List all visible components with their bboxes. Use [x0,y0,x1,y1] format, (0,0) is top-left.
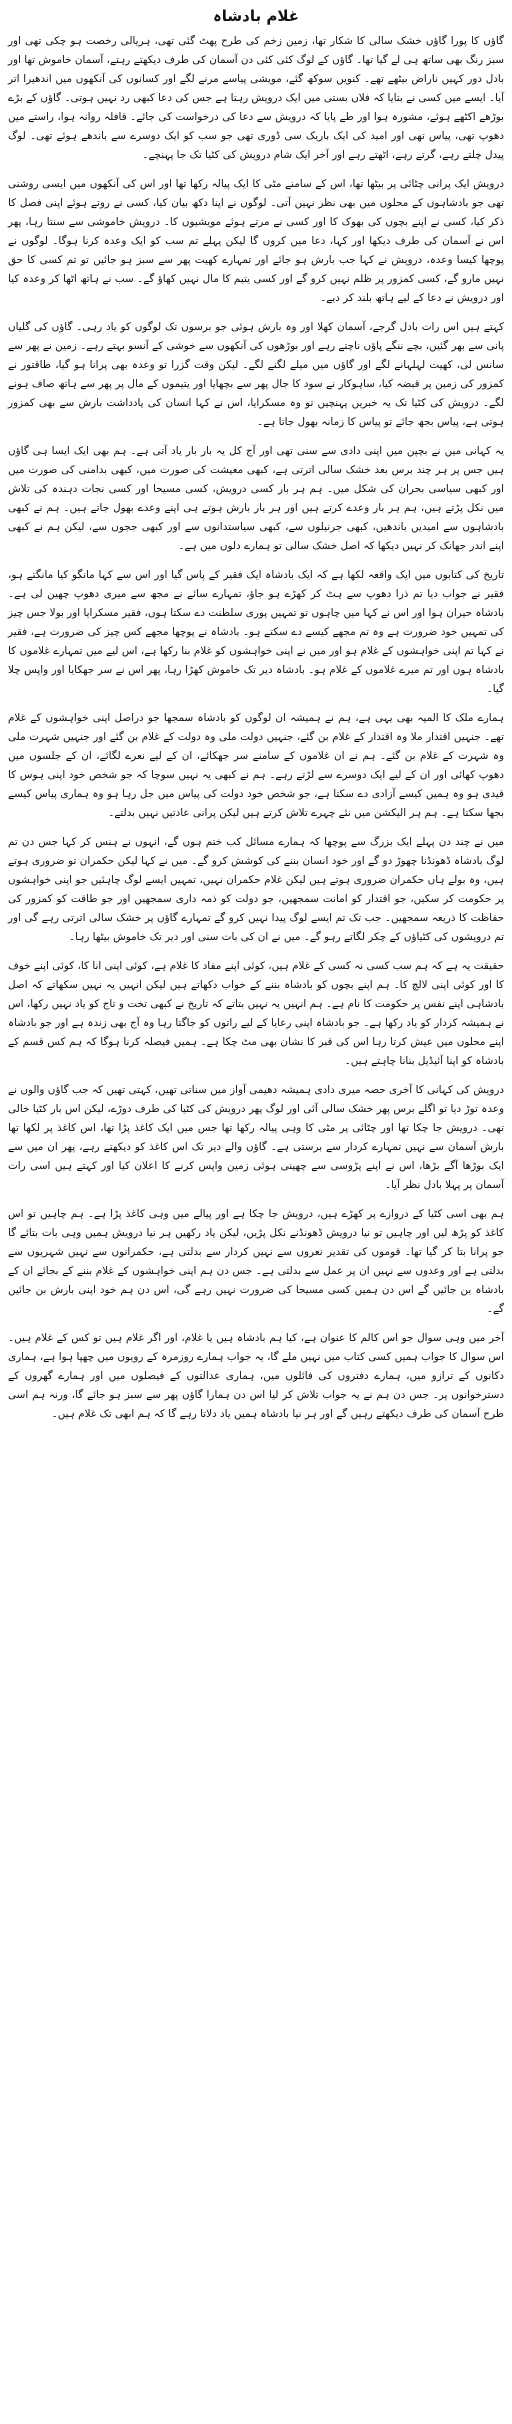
paragraph-8: حقیقت یہ ہے کہ ہم سب کسی نہ کسی کے غلام ہیں، کوئی اپنے مفاد کا غلام ہے، کوئی اپنی انا کا، کوئی اپنے خوف کا اور کوئی اپنی لالچ کا۔ ہم اپنے بچوں کو بادشاہ بننے کے خواب دکھاتے ہیں لیکن انہیں یہ نہیں سکھاتے کہ اصل بادشاہی اپنے نفس پر حکومت کا نام ہے۔ ہم انہیں یہ نہیں بتاتے کہ تاریخ نے کبھی تخت و تاج کو یاد نہیں رکھا، اس نے ہمیشہ کردار کو یاد رکھا ہے۔ جو بادشاہ اپنی رعایا کے لیے راتوں کو جاگتا رہا وہ آج بھی زندہ ہے اور جو بادشاہ اپنے محلوں میں عیش کرتا رہا اس کی قبر کا نشان بھی مٹ چکا ہے۔ ہمیں فیصلہ کرنا ہوگا کہ ہم کس قسم کے بادشاہ کو اپنا آئیڈیل بنانا چاہتے ہیں۔ [8,960,504,1067]
paragraph-4: یہ کہانی میں نے بچپن میں اپنی دادی سے سنی تھی اور آج کل یہ بار بار یاد آتی ہے۔ ہم بھی ایک ایسا ہی گاؤں ہیں جس پر ہر چند برس بعد خشک سالی اترتی ہے، کبھی معیشت کی صورت میں، کبھی بدامنی کی صورت میں اور کبھی سیاسی بحران کی شکل میں۔ ہم ہر بار کسی درویش، کسی مسیحا اور کسی نجات دہندہ کی تلاش میں نکل پڑتے ہیں، ہم ہر بار وعدے کرتے ہیں اور ہر بار بارش ہوتے ہی اپنے وعدے بھول جاتے ہیں۔ ہم نے کبھی بادشاہوں سے امیدیں باندھیں، کبھی جرنیلوں سے، کبھی سیاستدانوں سے اور کبھی ججوں سے، لیکن ہم نے کبھی اپنے اندر جھانک کر نہیں دیکھا کہ اصل خشک سالی تو ہمارے دلوں میں ہے۔ [8,445,504,552]
paragraph-5: تاریخ کی کتابوں میں ایک واقعہ لکھا ہے کہ ایک بادشاہ ایک فقیر کے پاس گیا اور اس سے کہا مانگو کیا مانگتے ہو، فقیر نے جواب دیا تم ذرا دھوپ سے ہٹ کر کھڑے ہو جاؤ، تمہارے سائے نے مجھ سے میری دھوپ چھین لی ہے۔ بادشاہ حیران ہوا اور اس نے کہا میں چاہوں تو تمہیں پوری سلطنت دے سکتا ہوں، فقیر مسکرایا اور بولا جس چیز کی تمہیں خود ضرورت ہے وہ تم مجھے کیسے دے سکتے ہو۔ بادشاہ نے پوچھا مجھے کس چیز کی ضرورت ہے، فقیر نے کہا تم اپنی خواہشوں کے غلام ہو اور میں نے اپنی خواہشوں کو غلام بنا رکھا ہے، اس لیے میں تمہارے غلاموں کا بادشاہ ہوں اور تم میرے غلاموں کے غلام ہو۔ بادشاہ دیر تک خاموش کھڑا رہا، پھر اس نے سر جھکایا اور واپس چلا گیا۔ [8,569,504,695]
paragraph-7: میں نے چند دن پہلے ایک بزرگ سے پوچھا کہ ہمارے مسائل کب ختم ہوں گے، انہوں نے ہنس کر کہا جس دن تم لوگ بادشاہ ڈھونڈنا چھوڑ دو گے اور خود انسان بننے کی کوشش کرو گے۔ میں نے کہا لیکن حکمران تو ضروری ہوتے ہیں، وہ بولے ہاں حکمران ضروری ہوتے ہیں لیکن غلام حکمران نہیں، تمہیں ایسے لوگ چاہئیں جو اپنی خواہشوں پر حکومت کر سکیں، جو اقتدار کو امانت سمجھیں، جو دولت کو ذمہ داری سمجھیں اور جو طاقت کو کمزور کی حفاظت کا ذریعہ سمجھیں۔ جب تک تم ایسے لوگ پیدا نہیں کرو گے تمہارے گاؤں پر خشک سالی اترتی رہے گی اور تم درویشوں کی کٹیاؤں کے چکر لگاتے رہو گے۔ میں نے ان کی بات سنی اور دیر تک خاموش بیٹھا رہا۔ [8,836,504,943]
paragraph-6: ہمارے ملک کا المیہ بھی یہی ہے، ہم نے ہمیشہ ان لوگوں کو بادشاہ سمجھا جو دراصل اپنی خواہشوں کے غلام تھے۔ جنہیں اقتدار ملا وہ اقتدار کے غلام بن گئے، جنہیں دولت ملی وہ دولت کے غلام بن گئے اور جنہیں شہرت ملی وہ شہرت کے غلام بن گئے۔ ہم نے ان غلاموں کے سامنے سر جھکائے، ان کے لیے نعرے لگائے، ان کے جلسوں میں دھوپ کھائی اور ان کے لیے ایک دوسرے سے لڑتے رہے۔ ہم نے کبھی یہ نہیں سوچا کہ جو شخص خود اپنی ہوس کا قیدی ہو وہ ہمیں کیسے آزادی دے سکتا ہے، جو شخص خود دولت کی پیاس میں جل رہا ہو وہ ہماری پیاس کیسے بجھا سکتا ہے۔ ہم ہر الیکشن میں نئے چہرے تلاش کرتے ہیں لیکن پرانی عادتیں نہیں بدلتے۔ [8,712,504,819]
paragraph-3: کہتے ہیں اس رات بادل گرجے، آسمان کھلا اور وہ بارش ہوئی جو برسوں تک لوگوں کو یاد رہی۔ گاؤں کی گلیاں پانی سے بھر گئیں، بچے ننگے پاؤں ناچتے رہے اور بوڑھوں کی آنکھوں سے خوشی کے آنسو بہتے رہے۔ زمین نے پھر سے سانس لی، کھیت لہلہانے لگے اور گاؤں میں میلے لگنے لگے۔ لیکن وقت گزرا تو وعدہ بھی پرانا ہو گیا، طاقتور نے کمزور کی زمین پر قبضہ کیا، ساہوکار نے سود کا جال پھر سے بچھایا اور یتیموں کے مال پر پھر سے ہاتھ صاف ہونے لگے۔ درویش کی کٹیا تک یہ خبریں پہنچیں تو وہ مسکرایا، اس نے کہا انسان کی یادداشت بارش سے بھی کمزور ہوتی ہے، پیاس بجھ جائے تو پیاس کا زمانہ بھول جاتا ہے۔ [8,321,504,428]
paragraph-9: درویش کی کہانی کا آخری حصہ میری دادی ہمیشہ دھیمی آواز میں سناتی تھیں، کہتی تھیں کہ جب گاؤں والوں نے وعدہ توڑ دیا تو اگلے برس پھر خشک سالی آئی اور لوگ پھر درویش کی کٹیا کی طرف دوڑے، لیکن اس بار کٹیا خالی تھی۔ درویش جا چکا تھا اور چٹائی پر مٹی کا وہی پیالہ رکھا تھا جس میں ایک کاغذ پڑا تھا، اس کاغذ پر لکھا تھا بارش آسمان سے نہیں تمہارے کردار سے برستی ہے۔ گاؤں والے دیر تک اس کاغذ کو دیکھتے رہے، پھر ان میں سے ایک بوڑھا آگے بڑھا، اس نے اپنے پڑوسی سے چھینی ہوئی زمین واپس کرنے کا اعلان کیا اور کہتے ہیں اسی رات آسمان پر پہلا بادل نظر آیا۔ [8,1084,504,1191]
article-title: غلام بادشاہ [213,7,299,25]
paragraph-1: گاؤں کا پورا گاؤں خشک سالی کا شکار تھا، زمین زخم کی طرح پھٹ گئی تھی، ہریالی رخصت ہو چکی تھی اور سبز رنگ بھی ساتھ ہی لے گیا تھا۔ گاؤں کے لوگ کئی کئی دن آسمان کی طرف دیکھتے رہتے، آسمان خاموش تھا اور بادل دور کہیں ناراض بیٹھے تھے۔ کنویں سوکھ گئے، مویشی پیاسے مرنے لگے اور کسانوں کی آنکھوں میں اندھیرا اتر آیا۔ ایسے میں کسی نے بتایا کہ فلاں بستی میں ایک درویش رہتا ہے جس کی دعا کبھی رد نہیں ہوتی۔ گاؤں کے بڑے بوڑھے اکٹھے ہوئے، مشورہ ہوا اور طے پایا کہ درویش سے دعا کی درخواست کی جائے۔ قافلہ روانہ ہوا، راستے میں دھوپ تھی، پیاس تھی اور امید کی ایک باریک سی ڈوری تھی جو سب کو ایک دوسرے سے باندھے ہوئے تھی۔ لوگ پیدل چلتے رہے، گرتے رہے، اٹھتے رہے اور آخر ایک شام درویش کی کٹیا تک جا پہنچے۔ [8,35,504,161]
paragraph-10: ہم بھی اسی کٹیا کے دروازے پر کھڑے ہیں، درویش جا چکا ہے اور پیالے میں وہی کاغذ پڑا ہے۔ ہم چاہیں تو اس کاغذ کو پڑھ لیں اور چاہیں تو نیا درویش ڈھونڈنے نکل پڑیں، لیکن یاد رکھیں ہر نیا درویش ہمیں وہی بات بتائے گا جو پرانا بتا کر گیا تھا۔ قوموں کی تقدیر نعروں سے نہیں کردار سے بدلتی ہے، حکمرانوں سے نہیں شہریوں سے بدلتی ہے اور وعدوں سے نہیں ان پر عمل سے بدلتی ہے۔ جس دن ہم اپنی خواہشوں کے غلام بننے کے بجائے ان کے بادشاہ بن جائیں گے اس دن ہمیں کسی مسیحا کی ضرورت نہیں رہے گی، اس دن ہم خود اپنی بارش بن جائیں گے۔ [8,1208,504,1315]
paragraph-11: آخر میں وہی سوال جو اس کالم کا عنوان ہے، کیا ہم بادشاہ ہیں یا غلام، اور اگر غلام ہیں تو کس کے غلام ہیں۔ اس سوال کا جواب ہمیں کسی کتاب میں نہیں ملے گا، یہ جواب ہمارے روزمرہ کے رویوں میں چھپا ہوا ہے، ہماری دکانوں کے ترازو میں، ہمارے دفتروں کی فائلوں میں، ہماری عدالتوں کے فیصلوں میں اور ہمارے گھروں کے دسترخوانوں پر۔ جس دن ہم نے یہ جواب تلاش کر لیا اس دن ہمارا گاؤں پھر سے سبز ہو جائے گا، ورنہ ہم اسی طرح آسمان کی طرف دیکھتے رہیں گے اور ہر نیا بادشاہ ہمیں یاد دلاتا رہے گا کہ ہم ابھی تک غلام ہیں۔ [8,1332,504,1420]
paragraph-2: درویش ایک پرانی چٹائی پر بیٹھا تھا، اس کے سامنے مٹی کا ایک پیالہ رکھا تھا اور اس کی آنکھوں میں ایسی روشنی تھی جو بادشاہوں کے محلوں میں بھی نظر نہیں آتی۔ لوگوں نے اپنا دکھ بیان کیا، کسی نے روتے ہوئے اپنی فصل کا ذکر کیا، کسی نے اپنے بچوں کی بھوک کا اور کسی نے مرتے ہوئے مویشیوں کا۔ درویش خاموشی سے سنتا رہا، پھر اس نے آسمان کی طرف دیکھا اور کہا، دعا میں کروں گا لیکن پہلے تم سب کو ایک وعدہ کرنا ہوگا۔ لوگوں نے پوچھا کیسا وعدہ، درویش نے کہا جب بارش ہو جائے اور تمہارے کھیت پھر سے سبز ہو جائیں تو تم کسی کا حق نہیں مارو گے، کسی کمزور پر ظلم نہیں کرو گے اور کسی یتیم کا مال نہیں کھاؤ گے۔ سب نے ہاتھ اٹھا کر وعدہ کیا اور درویش نے دعا کے لیے ہاتھ بلند کر دیے۔ [8,178,504,304]
